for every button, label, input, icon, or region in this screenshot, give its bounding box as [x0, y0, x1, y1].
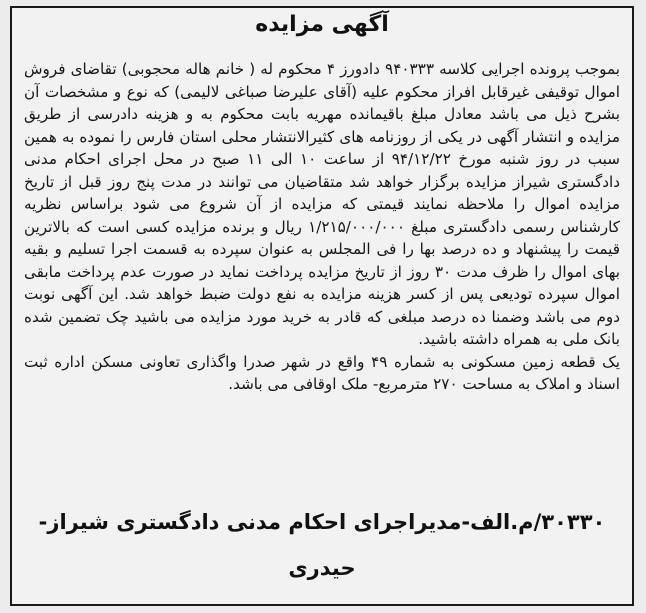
notice-body: [24, 58, 620, 396]
notice-title: آگهی مزایده: [255, 12, 389, 37]
notice-signature-name: حیدری: [288, 556, 356, 580]
notice-signature-line: ۳۰۳۳۰/م.الف-مدیراجرای احکام مدنی دادگستری شیراز-: [38, 510, 606, 534]
notice-frame: [10, 6, 634, 606]
notice-paragraph-main: بموجب پرونده اجرایی کلاسه ۹۴۰۳۳۳ دادورز ۴ محکوم له ( خانم هاله محجوبی) تقاضای فروش اموال توقیفی غیرقابل افراز محکوم علیه (آقای علیرضا صباغی لالیمی) که نوع و مشخصات آن بشرح ذیل می باشد معادل مبلغ باقیمانده مهریه بابت محکوم به و هزینه دادرسی از طریق مزایده و انتشار آگهی در یکی از روزنامه های کثیرالانتشار محلی استان فارس را نموده به همین سبب در روز شنبه مورخ ۹۴/۱۲/۲۲ از ساعت ۱۰ الی ۱۱ صبح در محل اجرای احکام مدنی دادگستری شیراز مزایده برگزار خواهد شد متقاضیان می توانند در مدت پنج روز قبل از تاریخ مزایده اموال را ملاحظه نمایند قیمتی که مزایده از آن شروع می شود براساس نظریه کارشناس رسمی دادگستری مبلغ ۱/۲۱۵/۰۰۰/۰۰۰ ریال و برنده مزایده کسی است که بالاترین قیمت را پیشنهاد و ده درصد بها را فی المجلس به عنوان سپرده به قسمت اجرا تسلیم و بقیه بهای اموال را ظرف مدت ۳۰ روز از تاریخ مزایده پرداخت نماید در صورت عدم پرداخت مابقی اموال سپرده تودیعی پس از کسر هزینه مزایده به نفع دولت ضبط خواهد شد. این آگهی نوبت دوم می باشد وضمنا ده درصد مبلغی که قادر به خرید مورد مزایده می باشید چک تضمین شده بانک ملی به همراه داشته باشید.: [24, 60, 620, 348]
notice-paragraph-property: یک قطعه زمین مسکونی به شماره ۴۹ واقع در شهر صدرا واگذاری تعاونی مسکن اداره ثبت اسناد و املاک به مساحت ۲۷۰ مترمربع- ملک اوقافی می باشد.: [24, 352, 620, 393]
